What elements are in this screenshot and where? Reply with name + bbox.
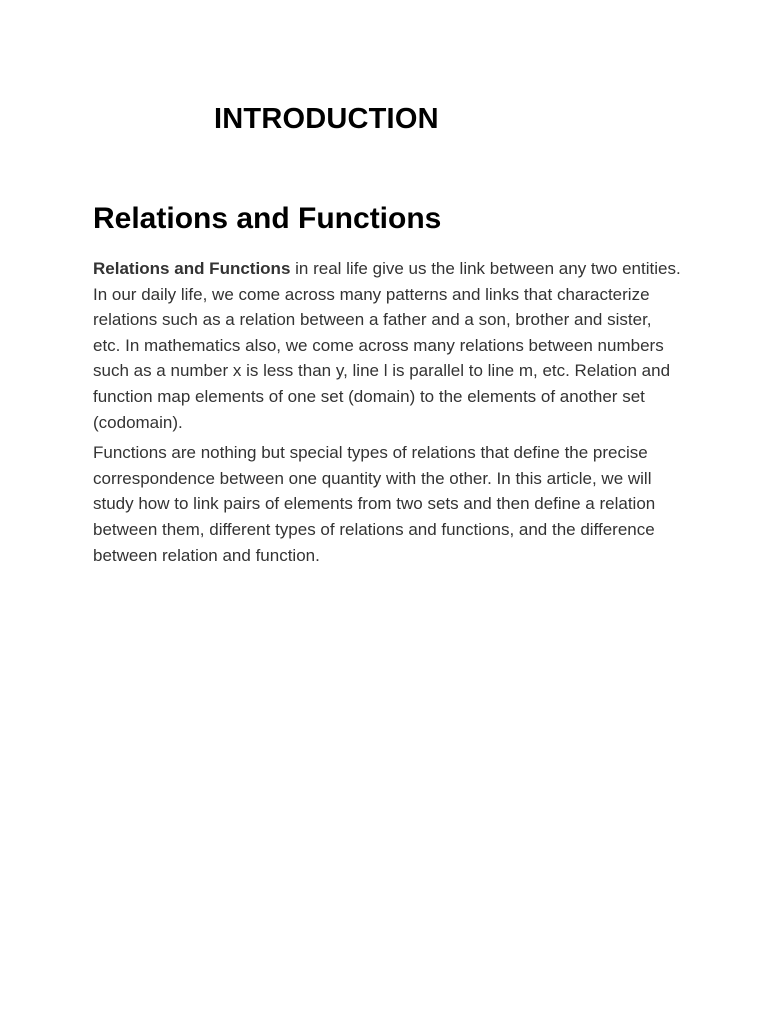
paragraph-1-text: in real life give us the link between any two entities. In our daily life, we come across many patterns and links that characterize relations such as a relation between a father and a son, brother and sister, etc. In mathematics also, we come across many relations between numbers such as a number x is less than y, line l is parallel to line m, etc. Relation and function map elements of one set (domain) to the elements of another set (codomain).: [93, 259, 681, 432]
body-text: [93, 256, 683, 573]
page-title: INTRODUCTION: [214, 103, 439, 135]
section-heading: Relations and Functions: [93, 202, 442, 235]
paragraph-2: Functions are nothing but special types of relations that define the precise correspondence between one quantity with the other. In this article, we will study how to link pairs of elements from two sets and then define a relation between them, different types of relations and functions, and the difference between relation and function.: [93, 443, 656, 565]
paragraph-1-lead: Relations and Functions: [93, 259, 291, 278]
paragraph-1: [93, 256, 683, 435]
